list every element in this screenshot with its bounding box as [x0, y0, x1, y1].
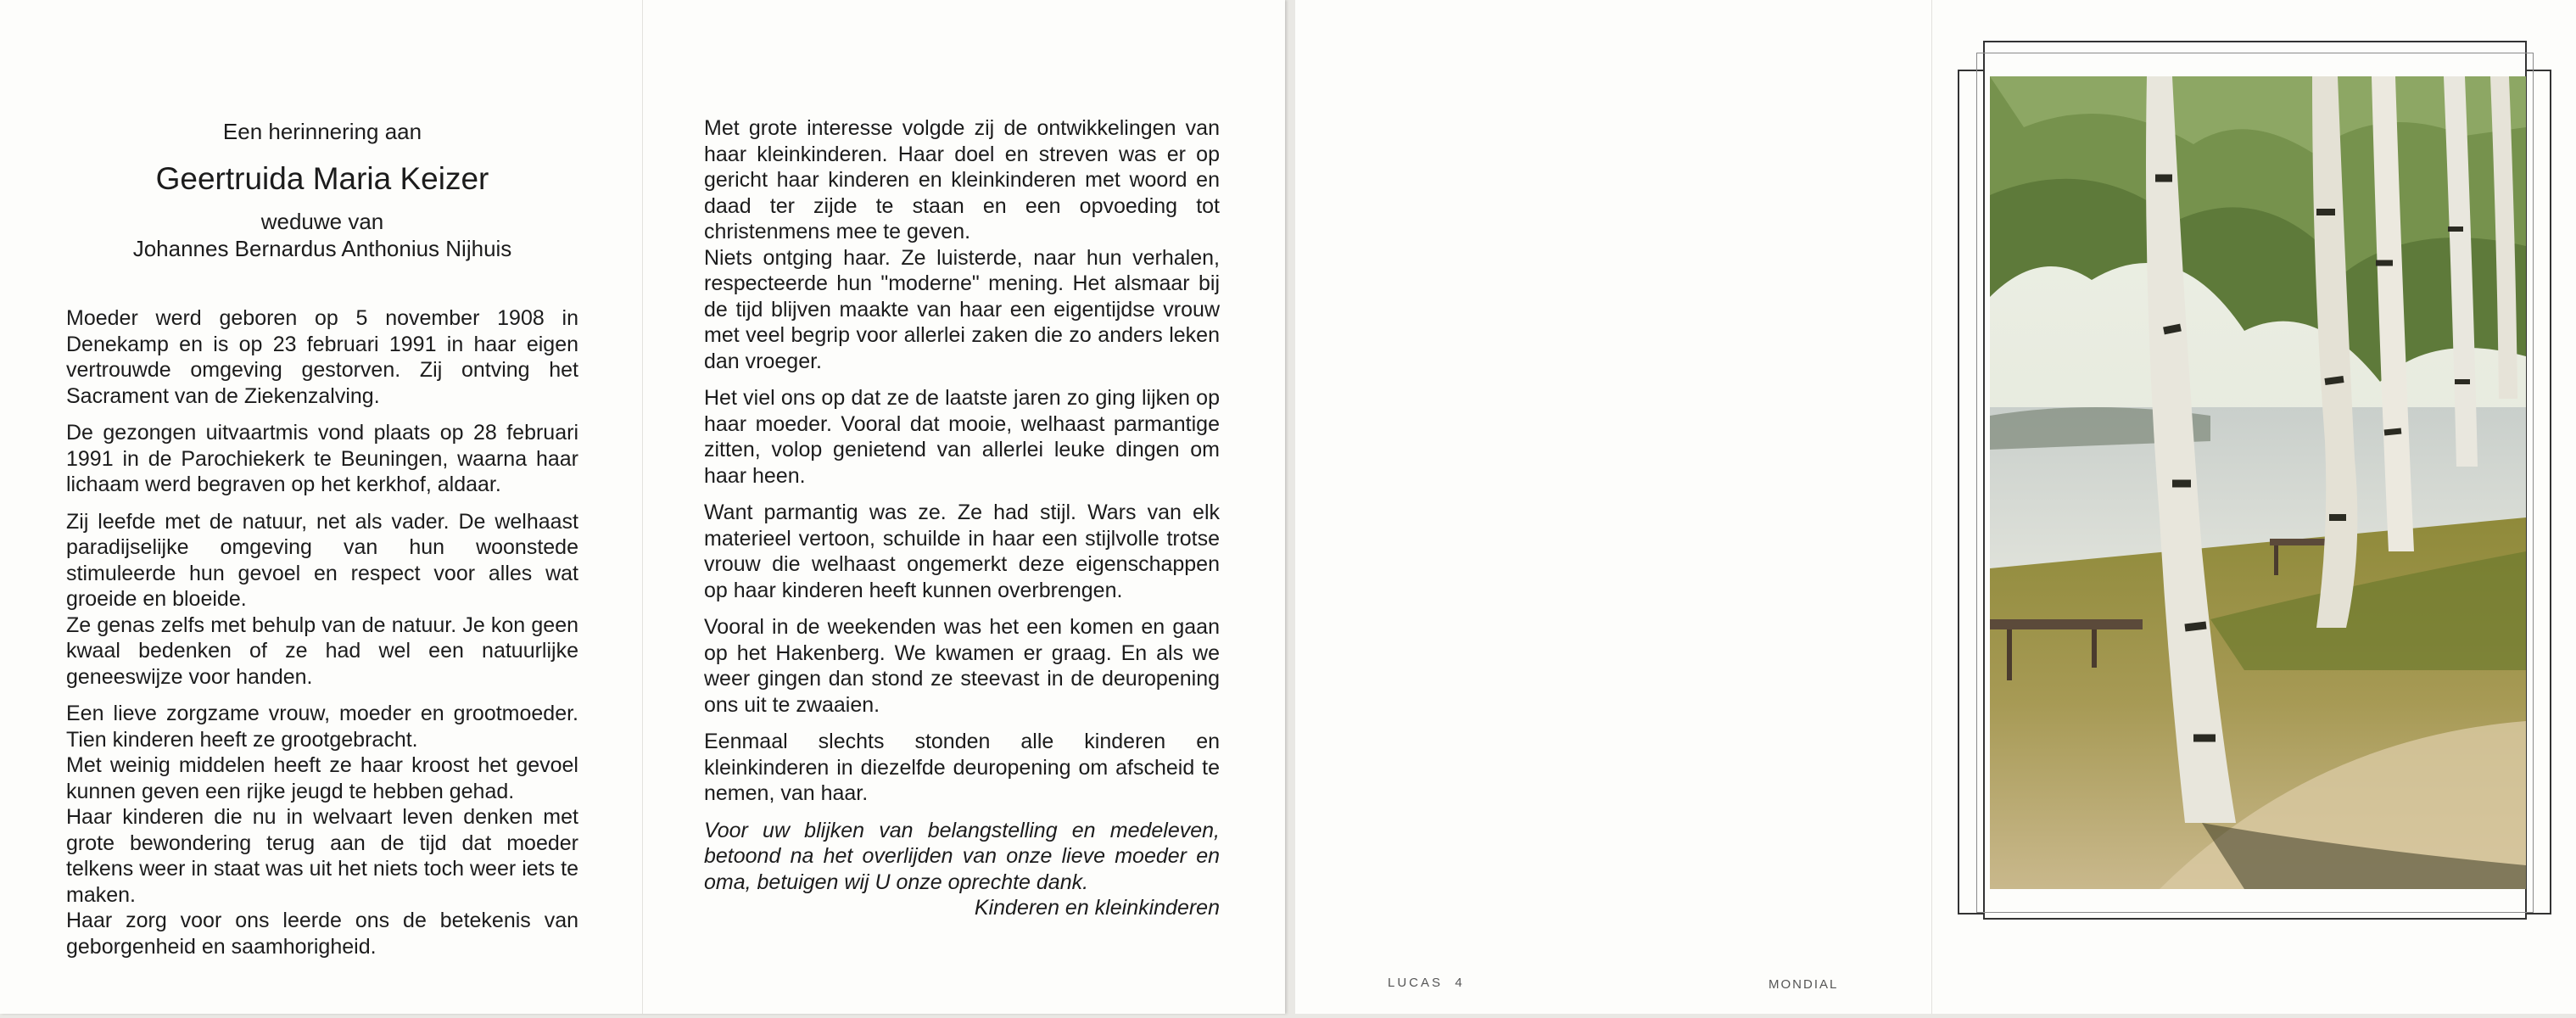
- thanks-text: Voor uw blijken van belangstelling en medeleven, betoond na het overlijden van onze lieve moeder en oma, betuigen wij U onze oprechte dank.: [704, 818, 1220, 894]
- intro-text: Een herinnering aan: [222, 119, 422, 144]
- imprint-series: [1388, 976, 1465, 990]
- paragraph: Niets ontging haar. Ze luisterde, naar hun verhalen, respecteerde hun "moderne" mening. Het alsmaar bij de tijd blijven maakte van haar een eigentijdse vrouw met veel begrip voor allerlei zaken die zo anders leken dan vroeger.: [704, 245, 1220, 373]
- fold-line: [1931, 0, 1932, 1014]
- imprint-series-name: LUCAS: [1388, 976, 1444, 990]
- paragraph: De gezongen uitvaartmis vond plaats op 28 februari 1991 in de Parochiekerk te Beuningen, waarna haar lichaam werd begraven op het kerkhof, aldaar.: [66, 421, 578, 496]
- widow-of-text: weduwe van: [260, 209, 384, 234]
- deceased-name: Geertruida Maria Keizer: [155, 161, 489, 196]
- fold-line: [642, 0, 643, 1014]
- signature: Kinderen en kleinkinderen: [974, 896, 1220, 920]
- photo-illustration: [1990, 76, 2526, 889]
- spouse-name: Johannes Bernardus Anthonius Nijhuis: [132, 236, 512, 261]
- paragraph: Met weinig middelen heeft ze haar kroost het gevoel kunnen geven een rijke jeugd te hebben gehad.: [66, 753, 578, 803]
- text-column-right: [704, 115, 1220, 921]
- paragraph: Een lieve zorgzame vrouw, moeder en grootmoeder. Tien kinderen heeft ze grootgebracht.: [66, 702, 578, 752]
- paragraph: Haar kinderen die nu in welvaart leven denken met grote bewondering terug aan de tijd dat moeder telkens weer in staat was uit het niets toch weer iets te maken.: [66, 805, 578, 907]
- paragraph: Zij leefde met de natuur, net als vader. De welhaast paradijselijke omgeving van hun woonstede stimuleerde hun gevoel en respect voor alles wat groeide en bloeide.: [66, 509, 578, 611]
- paragraph: Vooral in de weekenden was het een komen en gaan op het Hakenberg. We kwamen er graag. En als we weer gingen dan stond ze steevast in de deuropening ons uit te zwaaien.: [704, 615, 1220, 717]
- text-column-left: [66, 305, 578, 959]
- lake-birch-photo: [1990, 76, 2526, 889]
- paragraph: Eenmaal slechts stonden alle kinderen en kleinkinderen in diezelfde deuropening om afscheid te nemen, van haar.: [704, 730, 1220, 805]
- imprint-publisher: MONDIAL: [1769, 977, 1839, 992]
- paragraph: Met grote interesse volgde zij de ontwikkelingen van haar kleinkinderen. Haar doel en streven was er op gericht haar kinderen en kleinkinderen met woord en daad ter zijde te staan en een opvoeding tot christenmens mee te geven.: [704, 116, 1220, 243]
- paragraph: Haar zorg voor ons leerde ons de betekenis van geborgenheid en saamhorigheid.: [66, 909, 578, 959]
- paragraph: Het viel ons op dat ze de laatste jaren zo ging lijken op haar moeder. Vooral dat mooie, welhaast parmantige zitten, volop genietend van allerlei leuke dingen om haar heen.: [704, 386, 1220, 488]
- paragraph: Moeder werd geboren op 5 november 1908 in Denekamp en is op 23 februari 1991 in haar eigen vertrouwde omgeving gestorven. Zij ontving het Sacrament van de Ziekenzalving.: [66, 306, 578, 408]
- imprint-number: 4: [1455, 976, 1465, 990]
- paragraph: Ze genas zelfs met behulp van de natuur. Je kon geen kwaal bedenken of ze had wel een natuurlijke geneeswijze voor handen.: [66, 612, 578, 689]
- paragraph: Want parmantig was ze. Ze had stijl. Wars van elk materieel vertoon, schuilde in haar een stijlvolle trotse vrouw die welhaast ongemerkt deze eigenschappen op haar kinderen heeft kunnen overbrengen.: [704, 501, 1220, 602]
